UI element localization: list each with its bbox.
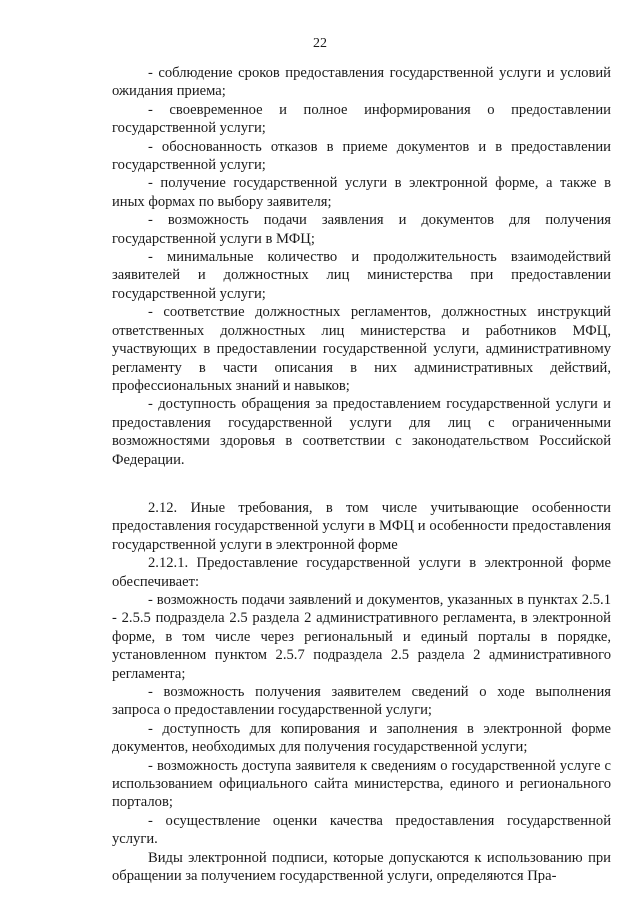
list-item: - своевременное и полное информирования о предоставлении государственной услуги;	[112, 101, 611, 137]
list-item: - возможность подачи заявления и документов для получения государственной услуги в МФЦ;	[112, 212, 611, 247]
list-item: - доступность обращения за предоставлением государственной услуги и предоставления государственной услуги для лиц с ограниченными возможностями здоровья в соответствии с законодательством Российской Федерации.	[112, 396, 611, 468]
section-heading: 2.12. Иные требования, в том числе учитывающие особенности предоставления государственной услуги в МФЦ и особенности предоставления государственной услуги в электронной форме	[112, 499, 611, 553]
list-item: - соответствие должностных регламентов, должностных инструкций ответственных должностных лиц министерства и работников МФЦ, участвующих в предоставлении государственной услуги, административному регламенту в части описания в них административных действий, профессиональных знаний и навыков;	[112, 304, 611, 394]
page-number: 22	[313, 36, 327, 51]
list-item: - доступность для копирования и заполнения в электронной форме документов, необходимых для получения государственной услуги;	[112, 720, 611, 756]
list-item: - минимальные количество и продолжительность взаимодействий заявителей и должностных лиц министерства при предоставлении государственной услуги;	[112, 249, 611, 302]
list-item: - возможность доступа заявителя к сведениям о государственной услуге с использованием официального сайта министерства, единого и регионального порталов;	[112, 757, 611, 811]
subsection-paragraph: 2.12.1. Предоставление государственной услуги в электронной форме обеспечивает:	[112, 555, 611, 590]
document-body	[112, 64, 611, 885]
list-item: - осуществление оценки качества предоставления государственной услуги.	[112, 812, 611, 848]
list-item: - возможность подачи заявлений и документов, указанных в пунктах 2.5.1 - 2.5.5 подраздела 2.5 раздела 2 административного регламента, в электронной форме, в том числе через региональный и единый порталы в порядке, установленном пунктом 2.5.7 подраздела 2.5 раздела 2 административного регламента;	[112, 591, 611, 682]
list-item: - возможность получения заявителем сведений о ходе выполнения запроса о предоставлении государственной услуги;	[112, 684, 611, 719]
list-item: - получение государственной услуги в электронной форме, а также в иных формах по выбору заявителя;	[112, 175, 611, 210]
body-paragraph: Виды электронной подписи, которые допускаются к использованию при обращении за получением государственной услуги, определяются Пра-	[112, 849, 611, 885]
list-item: - обоснованность отказов в приеме документов и в предоставлении государственной услуги;	[112, 138, 611, 174]
list-item: - соблюдение сроков предоставления государственной услуги и условий ожидания приема;	[112, 65, 611, 100]
